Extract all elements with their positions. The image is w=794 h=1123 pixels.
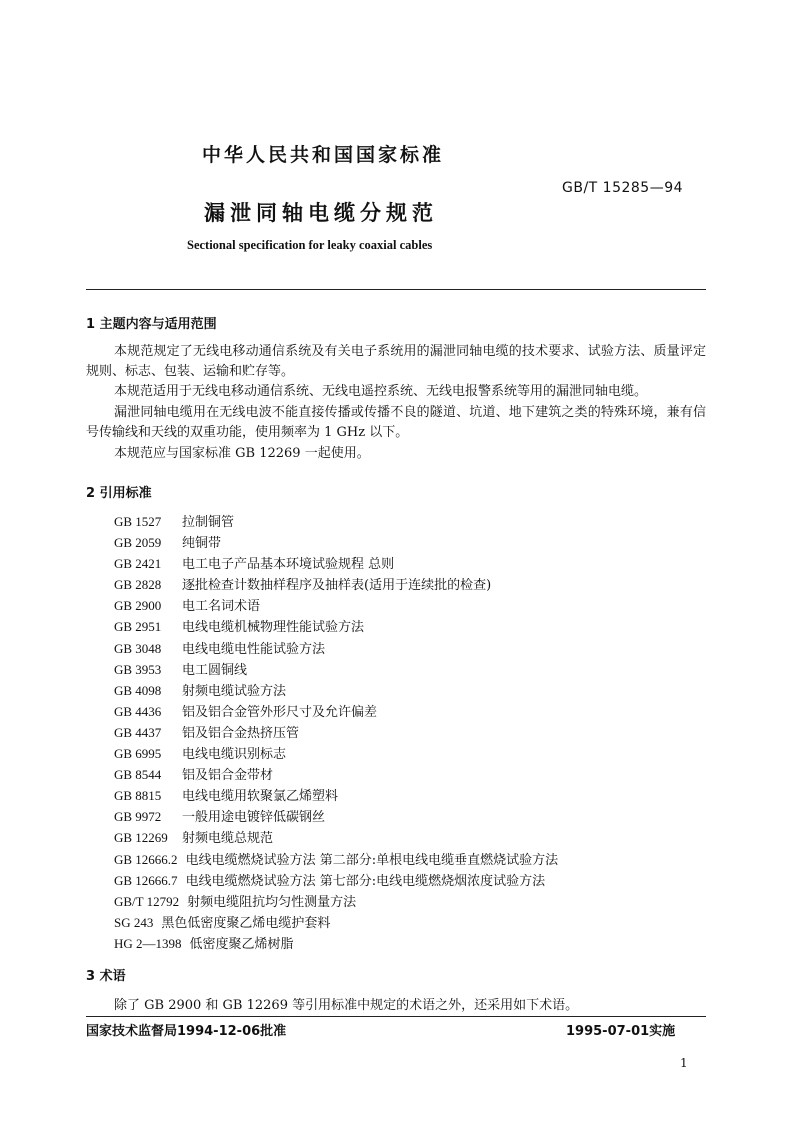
- document-title-english: Sectional specification for leaky coaxial cables: [187, 238, 433, 252]
- reference-name: 射频电缆总规范: [182, 831, 274, 847]
- reference-code: GB 2828: [114, 577, 162, 593]
- list-item: [114, 806, 558, 827]
- reference-name: 电线电缆电性能试验方法: [182, 641, 326, 657]
- list-item: [114, 680, 558, 701]
- reference-code: GB 2059: [114, 535, 162, 551]
- section-1-paragraph-4: 本规范应与国家标准 GB 12269 一起使用。: [114, 446, 370, 461]
- reference-name: 铝及铝合金热挤压管: [182, 725, 300, 741]
- section-3-paragraph: 除了 GB 2900 和 GB 12269 等引用标准中规定的术语之外，还采用如下术语。: [114, 998, 579, 1013]
- reference-name: 纯铜带: [182, 536, 222, 552]
- section-1-heading: 1 主题内容与适用范围: [86, 317, 217, 332]
- reference-name: 铝及铝合金管外形尺寸及允许偏差: [182, 704, 378, 720]
- standard-number: GB/T 15285—94: [562, 180, 684, 196]
- list-item: [114, 722, 558, 743]
- document-title-chinese: 漏泄同轴电缆分规范: [204, 201, 438, 225]
- reference-name: 黑色低密度聚乙烯电缆护套料: [161, 915, 331, 931]
- implementation-date: 1995-07-01实施: [566, 1024, 676, 1039]
- section-2-heading: 2 引用标准: [86, 486, 152, 501]
- reference-name: 电工电子产品基本环境试验规程 总则: [182, 557, 395, 573]
- list-item: [114, 574, 558, 595]
- list-item: [114, 701, 558, 722]
- header-divider: [86, 289, 706, 290]
- list-item: [114, 659, 558, 680]
- reference-code: GB 3048: [114, 640, 162, 656]
- reference-code: GB 9972: [114, 809, 162, 825]
- reference-name: 电工名词术语: [182, 599, 261, 615]
- reference-code: HG 2—1398: [114, 935, 182, 951]
- reference-name: 射频电缆阻抗均匀性测量方法: [187, 894, 357, 910]
- reference-code: GB 8815: [114, 788, 162, 804]
- reference-code: GB 2951: [114, 619, 162, 635]
- reference-code: GB 12269: [114, 830, 168, 846]
- reference-code: GB 4437: [114, 724, 162, 740]
- reference-name: 电线电缆燃烧试验方法 第七部分:电线电缆燃烧烟浓度试验方法: [185, 873, 546, 889]
- footer-divider: [86, 1016, 706, 1017]
- reference-code: GB 2900: [114, 598, 162, 614]
- list-item: [114, 870, 558, 891]
- reference-code: GB 3953: [114, 661, 162, 677]
- reference-name: 低密度聚乙烯树脂: [189, 936, 294, 952]
- reference-code: GB 4098: [114, 682, 162, 698]
- reference-code: GB/T 12792: [114, 893, 180, 909]
- reference-name: 电线电缆识别标志: [182, 747, 287, 763]
- list-item: [114, 511, 558, 532]
- reference-code: GB 12666.7: [114, 872, 178, 888]
- section-1-paragraph-3: 漏泄同轴电缆用在无线电波不能直接传播或传播不良的隧道、坑道、地下建筑之类的特殊环境，兼有信号传输线和天线的双重功能，使用频率为 1 GHz 以下。: [86, 405, 706, 440]
- referenced-standards-list: [114, 511, 558, 954]
- reference-name: 铝及铝合金带材: [182, 768, 274, 784]
- page-number: 1: [680, 1056, 688, 1070]
- reference-name: 拉制铜管: [182, 515, 235, 530]
- list-item: [114, 553, 558, 574]
- reference-name: 一般用途电镀锌低碳钢丝: [182, 810, 326, 826]
- reference-name: 射频电缆试验方法: [182, 683, 287, 699]
- reference-name: 电线电缆用软聚氯乙烯塑料: [182, 789, 339, 805]
- reference-code: SG 243: [114, 914, 154, 930]
- list-item: [114, 616, 558, 637]
- reference-code: GB 8544: [114, 767, 162, 783]
- list-item: [114, 933, 558, 954]
- list-item: [114, 827, 558, 848]
- reference-code: GB 12666.2: [114, 851, 178, 867]
- reference-code: GB 4436: [114, 703, 162, 719]
- section-1-paragraph-1: 本规范规定了无线电移动通信系统及有关电子系统用的漏泄同轴电缆的技术要求、试验方法、质量评定规则、标志、包装、运输和贮存等。: [86, 344, 706, 379]
- reference-name: 电工圆铜线: [182, 662, 248, 678]
- list-item: [114, 849, 558, 870]
- list-item: [114, 743, 558, 764]
- reference-code: GB 1527: [114, 514, 162, 529]
- list-item: [114, 638, 558, 659]
- list-item: [114, 595, 558, 616]
- reference-name: 电线电缆机械物理性能试验方法: [182, 620, 365, 636]
- reference-code: GB 6995: [114, 746, 162, 762]
- reference-code: GB 2421: [114, 556, 162, 572]
- list-item: [114, 891, 558, 912]
- section-1-paragraph-2: 本规范适用于无线电移动通信系统、无线电遥控系统、无线电报警系统等用的漏泄同轴电缆。: [114, 384, 648, 399]
- approval-line: 国家技术监督局1994-12-06批准: [86, 1024, 287, 1039]
- reference-name: 电线电缆燃烧试验方法 第二部分:单根电线电缆垂直燃烧试验方法: [185, 852, 559, 868]
- list-item: [114, 785, 558, 806]
- list-item: [114, 764, 558, 785]
- list-item: [114, 912, 558, 933]
- section-3-heading: 3 术语: [86, 969, 126, 984]
- issuing-country-header: 中华人民共和国国家标准: [202, 144, 445, 166]
- reference-name: 逐批检查计数抽样程序及抽样表(适用于连续批的检查): [182, 578, 492, 594]
- list-item: [114, 532, 558, 553]
